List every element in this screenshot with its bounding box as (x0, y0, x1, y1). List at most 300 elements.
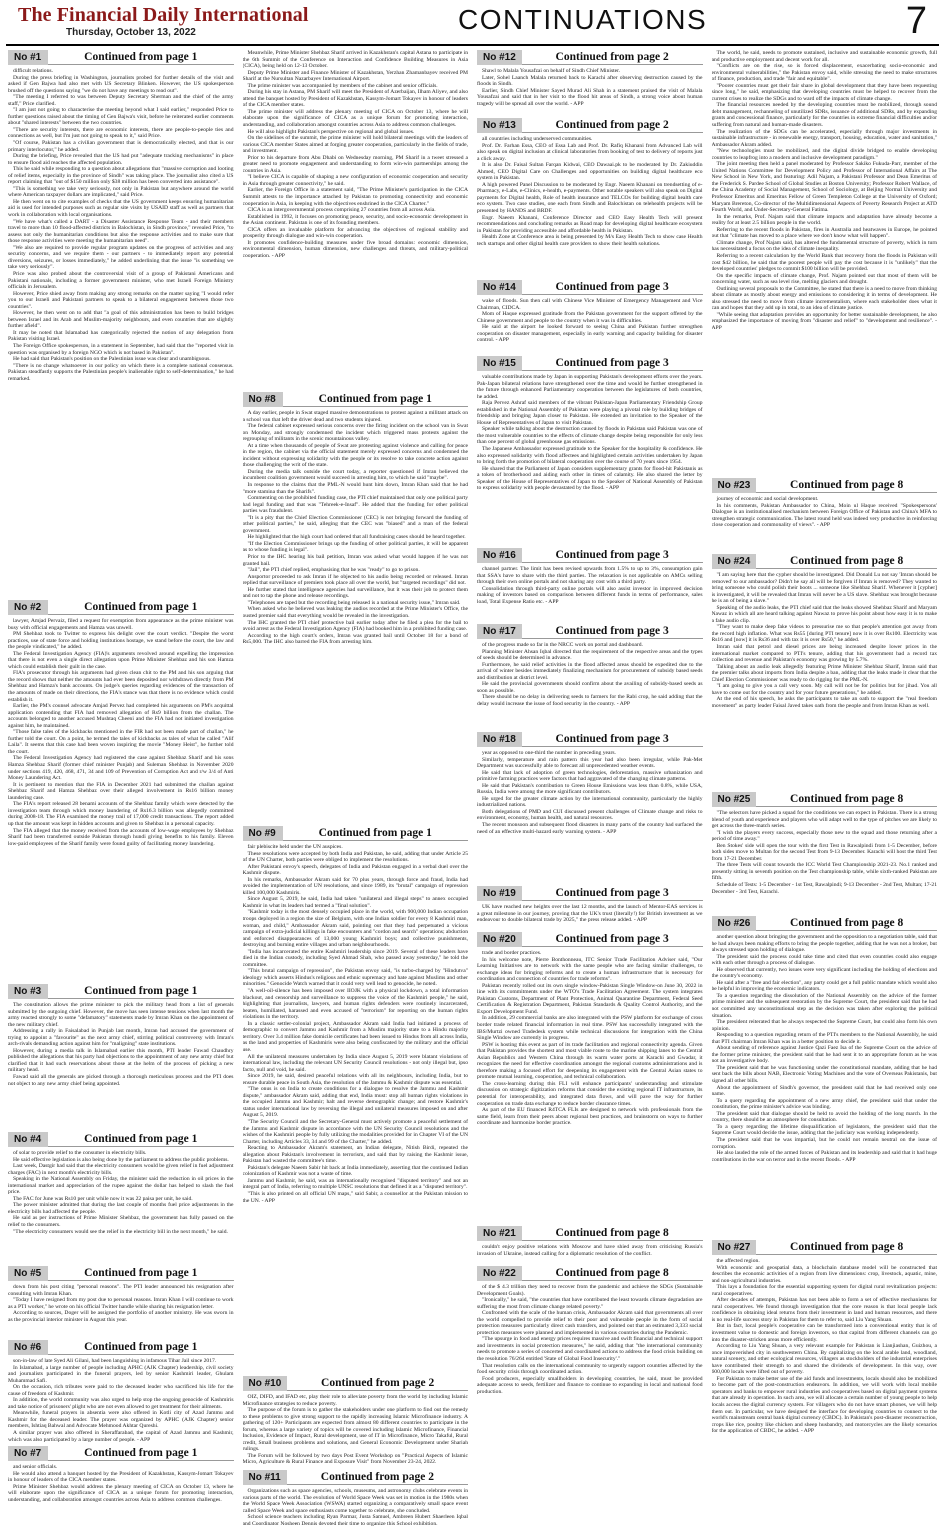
continuation-story (8, 984, 234, 1128)
story-paragraph: The purpose of the forum is to gather the stakeholders under one platform to find out the remedy to these problems to give strong support to the rapidly increasing Islamic Microfinance industry. A gathering of 120+ Participants are expected from almost 80 different countries to participate in the forum, whereas a large variety of topics will be covered including Islamic Microfinance, Financial Inclusion, Evidence of Impact, Rural development, use of IT in Microfinance, Micro Takaful, Rural credit, Small business problems and solutions, and General Economic Development under Shariah rulings. (242, 1407, 468, 1453)
section-title: CONTINUATIONS (458, 4, 708, 35)
story-paragraph: The joint meeting then held a panel moderated by Professor Sakiko Fukuda-Parr, member of the United Nations Committee for Development Policy and Professor of International Affairs at The New School in New York, and featuring: Adil Najam, a Pakistani Professor and Dean Emeritus of the Frederick S. Pardee School of Global Studies at Boston University; Professor Robert Wallace, of the China Academy of Social Management, School of Sociology, at Beijing Normal University and Professor Emeritus and Emeritus Fellow of Green Templeton College at the University of Oxford; Maryam Brereton, Co-director of the Multidimensional Aspects of Poverty Research Project at ATD Fourth World, and Under-Secretary-General Fatima. (711, 161, 937, 214)
continued-from-label: Continued from page 2 (522, 118, 703, 133)
story-paragraph: The prime minister will address the plenary meeting of CICA on October 13, where he will elaborate upon the significance of CICA as a unique forum for promoting interaction, understanding, and collaboration amongst countries across Asia to address common challenges. (242, 108, 468, 129)
story-paragraph: It is pertinent to mention that the FIA in December 2021 had submitted the challan against Shehbaz Sharif and Hamza Shehbaz over their alleged involvement in Rs16 billion money laundering case. (8, 781, 234, 801)
story-paragraph: However, Price shied away from making any strong remarks on the matter saying "I would refer you to our Israeli and Pakistani partners to speak to a bilateral engagement between those two countries". (8, 290, 234, 310)
story-body (477, 566, 703, 620)
continued-from-label: Continued from page 2 (287, 1470, 468, 1485)
story-header (477, 932, 703, 947)
story-paragraph: The Japanese Ambassador expressed gratitude to the Speaker for the hospitality & confidence. He also expressed solidarity with flood affectees and highlighted certain activities undertaken by Japan to bring forth the promotion of bilateral cooperation over the course of 70 years since 1954. (477, 446, 703, 466)
story-paragraph: Imran said that petrol and diesel prices are being increased despite lower prices in the international market compared to PTI's tenure, adding that his government had a record tax collection and revenue and Pakistan's economy was growing by 5.7%. (711, 644, 937, 664)
continuation-story (8, 1340, 234, 1442)
story-paragraph: down from his post citing "personal reasons". The PTI leader announced his resignation after consulting with Imran Khan. (8, 1284, 234, 1297)
continued-from-label: Continued from page 3 (522, 732, 703, 747)
story-number: No #26 (712, 916, 757, 931)
story-paragraph: He would also attend a banquet hosted by the President of Kazakhstan, Kassym-Jomart Tokayev in honour of leaders of the CICA member states. (8, 1470, 234, 1484)
story-paragraph: Referring to a recent calculation by the World Bank that recovery from the floods in Pakistan will cost $42 billion, he said that the poorest people will pay the cost because it is "unlikely" that the developed countries' pledges to commit $100 billion will be provided. (711, 252, 937, 273)
story-paragraph: The financial resources needed by the developing countries must be mobilized, through sound debt management, rechanneling of unutilized SDRs, issuance of additional SDRs, and by expanding grants and concessional finance, particularly for the countries in extreme financial difficulties and/or suffering from natural and human-made disasters. (711, 102, 937, 129)
continuation-columns (8, 50, 937, 1528)
story-header (8, 600, 234, 615)
story-body (243, 50, 469, 388)
story-paragraph: "The selectors have picked a squad for the conditions we can expect in Pakistan. There is a strong blend of youth and experience and players who will adapt well to the type of pitches we are likely to get across the three-match series. (711, 810, 937, 830)
story-paragraph: The federal cabinet expressed serious concerns over the firing incident on the school van in Swat on Monday, and strongly condemned the incident which triggered mass protests against the regrouping of militants in the scenic mountainous valley. (242, 423, 468, 443)
continuation-story (477, 624, 703, 728)
continued-from-label: Continued from page 3 (522, 548, 703, 563)
story-paragraph: The Foreign Office spokesperson, in a statement in September, had said that the "reported visit in question was organised by a foreign NGO which is not based in Pakistan". (8, 342, 234, 356)
story-paragraph: "It is a pity that the Chief Election Commissioner (CEC) is not bringing forward the funding of other political parties," he said, alleging that the CEC was "biased" and a man of the federal government. (242, 514, 468, 534)
story-paragraph: Consolidation through third-party online portals will also assist investor in improved decision making of investors based on comparison between different funds in terms of performance, sales load, Total Expense Ratio etc. - APP (477, 585, 703, 605)
story-body (712, 810, 938, 912)
story-paragraph: During his stay in Astana, PM Sharif will meet the President of Azerbaijan, Ilham Aliyev, and also attend the banquet hosted by President of Kazakhstan, Kassym-Jomart Tokayev in honour of leaders of the CICA member states. (242, 89, 468, 109)
continuation-story (477, 50, 703, 114)
story-paragraph: He will also highlight Pakistan's perspective on regional and global issues. (247, 128, 415, 135)
continued-from-label: Continued from page 8 (756, 478, 937, 493)
story-number: No #13 (477, 118, 522, 133)
story-paragraph: "I am just not going to characterise the meeting beyond what I said earlier," responded Price to further questions raised about the timing of Gen Bajwa's visit, before he reiterated earlier comments about "shared interests" between the two countries. (8, 107, 234, 127)
story-paragraph: As part of the EU financed R4TCA FLIs are designed to network with professionals from the same field, learn from their peers about regional best practices, and brainstorm on ways to further coordinate and harmonize border practice. (477, 1107, 703, 1127)
story-paragraph: This he said while responding to a question about allegations that "massive corruption and looting of relief items, especially in the province of Sindh" was taking place. The journalist also cited a US report claiming that "out of $150 million only $38 million has been converted into assistance". (8, 166, 234, 186)
story-paragraph: In the remarks, Prof. Najam said that climate impacts and adaptation have already become a reality for at least 2.5 billion people in the world. (711, 213, 937, 227)
story-paragraph: Food producers, especially smallholders in developing countries, he said, must be provided adequate access to seeds, fertilizer and finance to continue to expanding in local and national food production. (477, 1375, 703, 1395)
story-paragraph: Organizations such as space agencies, schools, museums, and astronomy clubs celebrate events in various parts of the world. The evolution of World Space Week was set in motion in the 1980s when the World Space Week Association (WSWA) started organizing a comparatively small space event called Space Week and space enthusiasts come together to celebrate, she concluded. (242, 1488, 468, 1514)
story-paragraph: During the media talk outside the court today, a reporter questioned if Imran believed the incumbent coalition government would succeed in arresting him, to which he said "maybe". (242, 468, 468, 482)
continued-from-label: Continued from page 3 (522, 624, 703, 639)
story-paragraph: In Islamabad, a large number of people including APHC (AJK Chapter) leadership, civil society and journalists participated in the funeral prayers, led by senior Kashmiri leader, Ghulam Muhammad Safi. (8, 1364, 234, 1384)
story-paragraph: Deputy Prime Minister and Finance Minister of Kazakhstan, Yerzhan Zhamanbayev received PM Sharif at the Nursultan Nazarbayev International Airport. (242, 69, 468, 83)
page-number: 7 (905, 0, 927, 42)
story-paragraph: The president said the process could take time and cited that even countries could also engage with each other through a process of dialogue. (711, 953, 937, 967)
story-paragraph: Addressing a rally in Faisalabad in Punjab last month, Imran had accused the government of trying to appoint a "favourite" as the next army chief, stirring political controversy with Imran's arch-rivals demanding action against him for "maligning" state institutions. (8, 1028, 234, 1048)
story-paragraph: "Today I have resigned from my post due to personal reasons. Imran Khan I will continue to work as a PTI worker," he wrote on his official Twitter handle while sharing his resignation letter. (8, 1297, 234, 1310)
continued-from-label: Continued from page 8 (756, 916, 937, 931)
story-number: No #9 (243, 826, 283, 841)
story-paragraph: The constitution allows the prime minister to pick the military head from a list of generals submitted by the outgoing chief. However, the move has seen intense tensions when last month the army reacted strongly to some "defamatory" statements made by Imran Khan on the appointment of the new military chief. (8, 1002, 234, 1028)
story-paragraph: In his comments, Pakistan Ambassador to China, Moin ul Haque received "Spokespersons' Dialogue is an institutionalised mechanism between Foreign Office of Pakistan and China's MFA to strengthen strategic communication. The latest round held was indeed very productive in reinforcing close cooperation and commonality of views". - APP (711, 502, 937, 529)
story-number: No #17 (477, 624, 522, 639)
story-paragraph: For Pakistan to make better use of the aid funds and investments, locals should also be mobilized to become part of the post-construction endeavors. In addition, we will work with local mobile operators and banks to empower rural industries and cooperatives based on digital payment systems that are already in operation. In such area, we will allocate a certain number of young people to help locals access the digital currency system. For villagers who do not have smart phones, we will help them out. In particular, we have designed the interface for developing countries to connect to the world's mainstream central bank digital currency (CBDC). In Pakistan's post-disaster reconstruction, crops like rice, poultry like chicken and sheep husbandry, and motorcycles are the likely scenarios for the application of CBDC, he added. - APP (711, 1375, 937, 1435)
continued-from-label: Continued from page 8 (522, 1226, 703, 1241)
story-number: No #12 (477, 50, 522, 65)
story-header (8, 984, 234, 999)
story-header (477, 886, 703, 901)
story-body (477, 904, 703, 928)
continued-from-label: Continued from page 2 (522, 50, 703, 65)
story-paragraph: Mom of Haque expressed gratitude from the Pakistan government for the support offered by the Chinese government and people to the country when it was in difficulties. (477, 311, 703, 324)
story-paragraph: "They want to make deep fake videos to pressurise me so that people's attention got away from the record high inflation. What was Rs55 [during PTI tenure] now it is over Rs100. Electricity was Rs16 and [now] it is Rs36 and with tax it is over Rs50," he added. (711, 624, 937, 644)
continuation-story (712, 792, 938, 912)
continued-from-label: Continued from page 1 (48, 1132, 234, 1147)
story-paragraph: School science teachers including Ryan Parmar, Justa Samuel, Ambreen Hubert Shaerleen Iqbal and Coordinator Nosheen Dennis devoted their time to organize this School exhibition. (242, 1514, 468, 1527)
story-paragraph: "The onus is on India to create conditions for a dialogue to resolve the Jammu and Kashmir dispute," ambassador Akram said, adding that end, India must: stop all human rights violations in the occupied Jammu and Kashmir; halt and reverse demographic change; and restore Kashmir's status under international law by reversing the illegal and unilateral measures imposed on and after August 5, 2019. (242, 1086, 468, 1119)
story-paragraph: PM Shehbaz took to Twitter to express his delight over the court verdict. "Despite the worst practices, use of state force and holding institutions hostage, we stand before the court, the law and the people vindicated," he added. (8, 631, 234, 651)
story-header (712, 916, 938, 931)
story-paragraph: The president said that he was impartial, but he could not remain neutral on the issue of corruption. (711, 1136, 937, 1150)
continuation-story (243, 50, 469, 388)
story-paragraph: At a time when thousands of people of Swat are protesting against violence and calling for peace in the region, the cabinet via the official statement merely expressed concerns and condemned the incident without expressing solidarity with the people or its resolve to take concrete action against those challenging the writ of the state. (242, 442, 468, 469)
story-paragraph: Commenting on the prohibited funding case, the PTI chief maintained that only one political party had legal funding and that was "Tehreek-e-Insaf". He added that the funding for other political parties was fraudulent. (242, 495, 468, 515)
story-paragraph: The prime minister was accompanied by members of the cabinet and senior officials. (247, 82, 438, 89)
story-paragraph: Price was also probed about the controversial visit of a group of Pakistani Americans and Pakistani nationals, including a former government minister, who met Israeli Foreign Ministry officials in Jerusalem. (8, 270, 234, 291)
story-paragraph: The recent monsoon and subsequent flood disasters in many parts of the country had surfaced the need of an effective multi-hazard early warning system. - APP (477, 822, 703, 835)
story-body (8, 618, 234, 980)
story-paragraph: About sending of reference against Justice Qazi Faez Isa of the Supreme Court on the advice of the former prime minister, the president said that he had sent it to an appropriate forum as he was not an investigative body. (711, 1045, 937, 1065)
story-paragraph: A day earlier, people in Swat staged massive demonstrations to protest against a militant attack on a school van that left the driver dead and two students injured. (242, 410, 468, 423)
story-header (243, 392, 469, 407)
continued-from-label: Continued from page 1 (48, 600, 234, 615)
story-number: No #19 (477, 886, 522, 901)
story-paragraph: lawyer, Amjad Pervaiz, filed a request for exemption from appearance as the prime minister was busy with official engagements and Hamza was unwell. (8, 618, 234, 631)
story-paragraph: "If the Election Commissioner brings up the funding of other political parties, it will be apparent as to whose funding is legal". (242, 540, 468, 554)
continued-from-label: Continued from page 3 (522, 280, 703, 295)
story-paragraph: Responding to a question regarding return of the PTI's members to the National Assembly, he said that PTI chairman Imran Khan was in a better position to decide it. (711, 1032, 937, 1045)
story-paragraph: Reacting to Ambassador Akram's statement, an Indian delegate, Nitish Birdi, repeated the allegation about Pakistan's involvement in terrorism, and said that by raising the Kashmir issue, Pakistan had wasted the committee's time. (242, 1145, 468, 1165)
story-paragraph: However, he then went on to add that "a goal of this administration has been to build bridges between Israel and its Arab and Muslim-majority neighbours, and even countries that are slightly further afield". (8, 310, 234, 330)
story-header (477, 732, 703, 747)
story-body (8, 1358, 234, 1442)
story-header (712, 792, 938, 807)
continuation-story (712, 478, 938, 550)
story-paragraph: Prior to his departure from Abu Dhabi on Wednesday morning, PM Sharif in a tweet stressed a greater need to promote engagement and understanding to form win-win partnerships among the countries in Asia. (242, 154, 468, 174)
story-paragraph: He said the provincial governments should confirm about the availing of subsidy-based seeds as soon as possible. (477, 681, 703, 694)
story-paragraph: He also lauded the role of the armed forces of Pakistan and its leadership and said that it had huge contributions in the war on terror and in the recent floods. - APP (711, 1150, 937, 1163)
continuation-story (477, 118, 703, 276)
story-body (243, 1394, 469, 1466)
story-paragraph: That resolution calls on the international community to urgently support countries affected by the food security crisis through coordinated action. (477, 1362, 703, 1376)
story-paragraph: Furthermore, he said relief activities in the flood affected areas should be expedited due to the arrival of winter besides immediately finalizing mechanism for procurement of subsidy based seeds and distribution at district level. (477, 661, 703, 681)
story-paragraph: After decades of attempts, Pakistan has not been able to form a set of effective mechanisms for rural cooperatives. We found through investigation that the core reason is that local people lack confidence in obtaining ideal returns from their investment in land and human resources, and there is no real-life success story in Pakistan for them to refer to, said Liu Yang Shuan. (711, 1297, 937, 1323)
story-paragraph: Last week, Dastgir had said that the electricity consumers would be given relief in fuel adjustment charges (FAC) in next month's electricity bills. (8, 1163, 234, 1176)
continued-from-label: Continued from page 1 (48, 1340, 234, 1355)
story-paragraph: He shared that the Parliament of Japan considers supplementary grants for flood-hit Pakistanis as a token of brotherhood and aiding each other in times of calamity. He also shared the letter by Speaker of the House of Representatives of Japan to the Speaker of National Assembly of Pakistan to express solidarity with people devastated by the flood. - APP (477, 465, 703, 492)
story-paragraph: This lays a foundation for the essential supporting system for digital rural revitalization projects: rural cooperatives. (711, 1284, 937, 1297)
story-paragraph: Planning Minister Ahsan Iqbal directed that the requirement of the respective areas and the types of seeds should be determined in advance. (477, 648, 703, 662)
column-2 (243, 50, 469, 1528)
story-header (243, 826, 469, 841)
continuation-story (477, 548, 703, 620)
column-1 (8, 50, 234, 1528)
story-paragraph: In addition, the world community was also urged to help stop the ongoing genocide of Kashmiris and take notice of prisoners' plight who are not even allowed to get treatment for their ailments. (8, 1397, 234, 1410)
continuation-story (477, 886, 703, 928)
story-paragraph: year as opposed to one-third the number in preceding years. (482, 750, 616, 756)
continuation-story (8, 600, 234, 980)
story-paragraph: All the unilateral measures undertaken by India since August 5, 2019 were blatant violations of international law, including the relevant UN Security Council resolutions - not only illegal but, ipso facto, null and void, he said. (242, 1053, 468, 1073)
story-paragraph: According to Liu Yang Shuan, a very relevant example for Pakistan is Lianjiashan, Guizhou, a once impoverished city in southwestern China. By capitalizing on the local arable land, woodland, natural scenery, and other ecological resources, villagers as stockholders of the industrial enterprises have contributed their strength to and shared the dividends of development. In this way, over 600,000 locals were lifted out of poverty. (711, 1343, 937, 1376)
story-header (477, 356, 703, 371)
story-body (243, 844, 469, 1372)
story-number: No #21 (477, 1226, 522, 1241)
continued-from-label: Continued from page 1 (283, 392, 469, 407)
story-paragraph: "Kashmir today is the most densely occupied place in the world, with 900,000 Indian occupation troops deployed in a region the size of Belgium, with one Indian soldier for every 8 Kashmiri man, woman, and child," Ambassador Akram said, pointing out that they had perpetuated a vicious campaign of extra-judicial killings in fake encounters and "cordon and search" operations; abduction and enforced disappearances of 13,000 young Kashmiri boys; and collective punishments, destroying and burning entire villages and urban neighbourhoods. (242, 909, 468, 949)
story-paragraph: journey of economic and social development. (716, 496, 819, 502)
story-number: No #22 (477, 1266, 522, 1281)
story-body (712, 1258, 938, 1492)
story-paragraph: of the $ 4.3 trillion they need to recover from the pandemic and achieve the SDGs (Sustainable Development Goals). (477, 1284, 703, 1297)
story-number: No #3 (8, 984, 48, 999)
story-body (8, 1002, 234, 1128)
story-header (477, 624, 703, 639)
paper-name: The Financial Daily International (18, 4, 309, 26)
story-header (477, 118, 703, 133)
continuation-story (712, 916, 938, 1236)
story-paragraph: Shawl to Malala Yousafzai on behalf of Sindh Chief Minister. (482, 68, 621, 74)
story-paragraph: "There are security interests, there are economic interests, there are people-to-people ties and connections as well, but I'm just not going to speak to it," said Price. (8, 126, 234, 140)
story-body (477, 750, 703, 882)
story-paragraph: It is also Dr. Faisal Sultan Farqan Kidwai, CEO Dawaai.pk to be moderated by Dr. Zakiuddin Ahmed, CEO Digital Care on Challenges and opportunities on building digital healthcare eco system in Pakistan. (477, 162, 703, 182)
story-body (477, 374, 703, 544)
continuation-story (477, 356, 703, 544)
continuation-story (243, 392, 469, 822)
story-number: No #6 (8, 1340, 48, 1355)
story-number: No #14 (477, 280, 522, 295)
story-paragraph: Raja Pervez Ashraf said members of the vibrant Pakistan-Japan Parliamentary Friendship Group established in the National Assembly of Pakistan were playing a pivotal role by building bridges of friendship and bringing Japan closer to Pakistan. He extended an invitation to the Speaker of the House of Representatives of Japan to visit Pakistan. (477, 400, 703, 426)
story-paragraph: "We have what's called a DART - a Disaster Assistance Response Team - and their members travel to more than 10 flood-affected districts in Balochistan, in Sindh province," revealed Price, "to assess not only the humanitarian conditions but also the response activities and to make sure that those response activities were meeting the humanitarian need". (8, 218, 234, 245)
story-paragraph: Similarly, temperature and rain pattern this year had also been irregular, while Pak-Met Department was successfully able to forecast all unprecedented weather events. (477, 756, 703, 770)
continued-from-label: Continued from page 2 (287, 1376, 468, 1391)
story-paragraph: A high powered Panel Discussion to be moderated by Engr. Naeem Khanani on trendsetting of e-Pharmacy, e-Labs, e-Clinics, e-health, e-payments. Other notable speakers will also speak on Digital payments for Digital health, Role of health insurance and TELCOs for building digital health care eco system. Two case studies, one each from Sindh and Balochistan on telehealth projects will be presented by HANDS and BRDF. (477, 181, 703, 215)
story-paragraph: the affected region. (716, 1258, 760, 1264)
story-header (243, 1376, 469, 1391)
story-number: No #23 (712, 478, 757, 493)
story-paragraph: It promotes confidence-building measures under five broad domains: economic dimension, environmental dimension, human dimension, new challenges and threats, and military-political cooperation. - APP (242, 239, 468, 259)
continuation-story (477, 732, 703, 882)
story-paragraph: The FIA alleged that the money received from the accounts of low-wage employees by Shehbaz Sharif had been transferred outside Pakistan through hundi giving benefits to his family. Eleven low-paid employees of the Sharif family were found guilty of facilitating money laundering. (8, 827, 234, 847)
story-paragraph: "A well-oil-silence has been imposed over IIOJK with a physical lockdown, a total information blackout, and censorship and surveillance to suppress the voice of the Kashmiri people," he said, highlighting that journalists, lawyers, and human rights defenders were routinely incarcerated, beaten, humiliated, harassed and even accused of "terrorism" for reporting on the human rights violations in the territory. (242, 988, 468, 1021)
story-paragraph: another question about bringing the government and the opposition to a negotiation table, said that he had always been making efforts to bring the people together, adding that he was not a broker, but always stressed upon holding of dialogue. (711, 934, 937, 954)
story-paragraph: Earlier, Sindh Chief Minister Sayed Murad Ali Shah in a statement praised the visit of Malala Yousafzai and said that in her visit to the flood hit areas of Sindh, a strong voice about human tragedy will be spread all over the world. - APP (477, 87, 703, 107)
story-paragraph: all countries including underserved communities. (482, 136, 593, 142)
story-paragraph: He said at the airport he looked forward to seeing China and Pakistan further strengthen cooperation on disaster management, especially in early warning and capacity building for disaster control. - APP (477, 324, 703, 344)
story-header (477, 1266, 703, 1281)
story-paragraph: He said that Pakistan's contribution to Green House Emissions was less than 0.8%, while USA, Russia, India were among the more significant contributors. (477, 782, 703, 796)
continued-from-label: Continued from page 1 (48, 50, 234, 65)
story-body (8, 1284, 234, 1336)
continued-from-label: Continued from page 3 (522, 886, 703, 901)
story-paragraph: "The meeting I referred to was between Deputy Secretary Sherman and the chief of the army staff," Price clarified. (8, 94, 234, 107)
masthead (6, 0, 939, 46)
story-paragraph: In his welcome note, Pierre Bonthonneau, ITC Senior Trade Facilitation Adviser said, "Our Learning Initiatives are to network with the same people who are facing similar challenges, to exchange ideas for bringing reforms and to create a human infrastructure that is necessary for coordination and connection of countries for trade reforms". (477, 956, 703, 983)
story-paragraph: Both delegations of PMD and CUI discussed present challenges of Climate change and risks to environment, economy, human health, and natural resources. (477, 808, 703, 822)
story-number: No #20 (477, 932, 522, 947)
story-paragraph: The cross-learning during this FLI will enhance participants' understanding and stimulate discussion on strategic digitization reforms that consider the existing regional IT infrastructure, its potential for interoperability, and integrated data flows, and will pave the way for further cooperation on trade data exchange to reduce border clearance times. (477, 1080, 703, 1107)
continuation-story (712, 554, 938, 788)
story-paragraph: CICA offers an invaluable platform for advancing the objectives of regional stability and prosperity through dialogue and win-win cooperation. (242, 226, 468, 240)
story-header (243, 1470, 469, 1485)
story-header (477, 280, 703, 295)
story-paragraph: Ben Stokes' side will open the tour with the first Test in Rawalpindi from 1-5 December, before both sides move to Multan for the second Test from 9-13 December. Karachi will host the third Test from 17-21 December. (711, 842, 937, 862)
story-body (8, 1150, 234, 1262)
story-paragraph: Schedule of Tests: 1-5 December - 1st Test, Rawalpindi; 9-13 December - 2nd Test, Multan; 17-21 December - 3rd Test, Karachi. (711, 882, 937, 895)
story-header (8, 1132, 234, 1147)
story-number: No #4 (8, 1132, 48, 1147)
story-paragraph: When asked who he believed was leaking the audios recorded at the Prime Minister's Office, the ousted premier said that everything would be revealed in the investigation. (242, 606, 468, 619)
story-header (477, 548, 703, 563)
story-paragraph: He said after a "free and fair election", any party could get a full public mandate which would also be helpful in improving the economic indicators. (711, 979, 937, 993)
story-body (712, 934, 938, 1236)
issue-date: Thursday, October 13, 2022 (66, 27, 196, 38)
story-number: No #5 (8, 1266, 48, 1281)
story-body (477, 68, 703, 114)
story-paragraph: "New technologies must be mobilized, and the digital divide bridged to enable developing countries to leapfrog into a modern and inclusive development paradigm." (711, 148, 937, 161)
story-paragraph: Talking about an audio leak allegedly featuring Prime Minister Shehbaz Sharif, Imran said that the premier talks about imports from India despite a ban, adding that the leaks made it clear that the Chief Election Commissioner was ready to do rigging for the PML-N. (711, 663, 937, 683)
continued-from-label: Continued from page 3 (522, 932, 703, 947)
story-paragraph: During the press briefing in Washington, journalists probed for further details of the visit and asked if Gen Bajwa had also met with US Secretary Blinken. However, the US spokesperson brushed off the questions saying "we do not have any meetings to read out". (8, 74, 234, 94)
story-paragraph: Fawad said all the generals are picked through a thorough meticulous process and the PTI does not object to any new army chief being appointed. (8, 1074, 234, 1087)
story-body (712, 50, 938, 474)
story-paragraph: According to sources, Doger will be assigned the portfolio of another ministry. He was sworn in as the provincial interior minister in August this year. (8, 1310, 234, 1323)
story-paragraph: Ansportor proceeded to ask Imran if he objected to his audio being recorded or released. Imran replied that surveillance of premiers took place all over the world, but "targeted recordings" did not. (242, 573, 468, 587)
story-paragraph: Referring to the recent floods in Pakistan, fires in Australia and heatwaves in Europe, he pointed out that "climate has moved to a place where we don't know what will happen". (711, 226, 937, 240)
story-body (477, 136, 703, 276)
story-paragraph: Outlining several proposals to the Committee, he stated that there is a need to move from thinking about climate as mostly about energy and emissions to considering it in terms of development. He also stressed the need to move from climate incrementalism, where each stakeholder does what it can and hopes that they add up in total, to an idea of climate justice. (711, 285, 937, 312)
continuation-story (477, 932, 703, 1222)
story-body (712, 496, 938, 550)
story-body (477, 1244, 703, 1262)
story-paragraph: Since 2019, he said, desired peaceful relations with all its neighbours, including India, but to ensure durable peace in South Asia, the resolution of the Jammu & Kashmir dispute was essential. (242, 1073, 468, 1086)
story-paragraph: couldn't enjoy positive relations with Moscow and have shied away from criticising Russia's invasion of Ukraine, instead calling for a diplomatic resolution of the conflict. (477, 1244, 703, 1257)
story-paragraph: "The electricity consumers would see the relief in the electricity bill in the next month," he said. (13, 1228, 228, 1235)
story-paragraph: He had said that Pakistan's position on the Palestinian issue was clear and unambiguous. (13, 356, 211, 363)
story-paragraph: However, during a media talk in Islamabad earlier this month, PTI leader Fawad Chaudhry published the allegations that his party had objections to the appointment of any new army chief but clarified that it had such reservations about those at the helm of the process of picking a new military head. (8, 1047, 234, 1074)
story-paragraph: "The upsurge in food and energy prices requires massive and swift financial and technical support and investments in social protection measures," he said, adding that "the international community needs to promote a series of concerted and coordinated actions to address the food crisis building on the resolution 76/264 entitled 'State of Global Food Insecurity'." (477, 1336, 703, 1363)
story-paragraph: of the progress made so far in the NRCC work on portal and dashboard. (482, 642, 643, 648)
story-paragraph: He observed that currently, two issues were very significant including the holding of elections and the country's economy. (711, 966, 937, 980)
story-number: No #11 (243, 1470, 287, 1485)
story-number: No #25 (712, 792, 757, 807)
story-paragraph: valuable contributions made by Japan in supporting Pakistan's development efforts over the years. Pak-Japan bilateral relations have strengthened over the time and would be further strengthened in the future through enhanced Parliamentary cooperation between the legislatures of both countries, he added. (477, 374, 703, 400)
story-number: No #15 (477, 356, 522, 371)
story-paragraph: On the occasion, rich tributes were paid to the deceased leader who sacrificed his life for the cause of freedom of Kashmir. (8, 1384, 234, 1397)
story-paragraph: He then went on to cite examples of checks that the US government keeps ensuring humanitarian aid is used for intended purposes such as regular site visits by USAID staff as well as partners that work in collaboration with local organisations. (8, 198, 234, 219)
story-paragraph: But in fact, local people's cooperative can be transformed into a conventional entity that is of investment value to domestic and foreign investors, so that capital from different channels can go into the disaster-stricken areas more efficiently. (711, 1323, 937, 1343)
story-paragraph: "The Security Council and the Secretary-General must actively promote a peaceful settlement of the Jammu and Kashmir dispute in accordance with the UN Security Council resolutions and the wishes of the Kashmiri people by fully utilizing the modalities provided for in Chapter VI of the UN Charter, including Articles 33, 34 and 99 of the Charter," he added. (242, 1118, 468, 1145)
story-paragraph: "I am saying here that the cypher should be investigated. Did Donald Lu not say 'Imran should be removed' to our ambassador? Didn't he say all will be forgiven if Imran is removed? They wanted to bring someone who could polish their boots ... someone like Shehbaz Sharif. Whenever it [cypher] is investigated, it will be revealed that Imran will never be a US slave. Shehbaz was brought because he is an of being a slave." (711, 572, 937, 605)
story-paragraph: There should be no delay in delivering seeds to farmers for the Rabi crop, he said adding that the delay would increase the issue of food security in the country. - APP (477, 694, 703, 707)
story-paragraph: In a classic settler-colonial project, Ambassador Akram said India had initiated a process of demographic to convert Jammu and Kashmir from a Muslim majority state to a Hindu majority territory. Over 3.4 million fake domicile certificates had been issued to Hindus from all across India, as the land and properties of Kashmiris were also being confiscated by the military and the official use. (242, 1020, 468, 1053)
continuation-story (8, 1132, 234, 1262)
story-paragraph: Health Zone at Conference area is being presented by M/s Easy Health Tech to show case Health tech startups and other digital health care providers to show their health solutions. (477, 234, 703, 247)
story-paragraph: The Federal Investigation Agency had registered the case against Shehbaz Sharif and his sons Hamza Shehbaz Sharif (former chief minister Punjab) and Suleman Shehbaz in November 2020 under sections 419, 420, 468, 471, 34 and 109 of Prevention of Corruption Act and r/w 3/4 of Anti Money Laundering Act. (8, 755, 234, 782)
column-4 (712, 50, 938, 1528)
story-paragraph: Since August 5, 2019, he said, India had taken "unilateral and illegal steps" to annex occupied Kashmir in what its leaders had termed a "final solution". (242, 896, 468, 909)
story-header (8, 1340, 234, 1355)
story-paragraph: fair plebiscite held under the UN auspices. (247, 844, 343, 850)
story-paragraph: With economic and geospatial data, a blockchain database model will be constructed that describes the economic activities of a region from live dimensions: crop, livestock, aquatic, mine, and non-agricultural industries. (711, 1264, 937, 1284)
story-paragraph: UK have reached new heights over the last 12 months, and the launch of Mentor-EAS services is a great milestone in our journey, proving that the UK's trust (literally!) for British investment as we endeavour to double bilateral trade by 2025," the press release added. - APP (477, 904, 703, 924)
story-header (712, 554, 938, 569)
continued-from-label: Continued from page 8 (756, 554, 937, 569)
story-paragraph: Prior to the IHC hearing his bail petition, Imran was asked what would happen if he was not granted bail. (242, 554, 468, 567)
story-paragraph: The FIA's report released 28 benami accounts of the Shehbaz family which were detected by the investigation team through which money laundering of Rs16.3 billion was allegedly committed during 2008-18. The FIA examined the money trail of 17,000 credit transactions. The report added up that the amount was kept in hidden accounts and given to Shehbaz in a personal capacity. (8, 801, 234, 827)
story-number: No #27 (712, 1240, 757, 1255)
story-paragraph: The IHC granted the PTI chief protective bail earlier today after he filed a plea for the bail to avoid arrest as the Federal Investigation Agency (FIA) had booked him in a prohibited funding case. (242, 619, 468, 633)
continuation-story (243, 1470, 469, 1528)
story-paragraph: "Ironically," he said, "the countries that have contributed the least towards climate degradation are suffering the most from climate change related poverty." (477, 1297, 703, 1310)
story-paragraph: He urged for the greater climate action by the international community, particularly the highly industrialized nations. (477, 795, 703, 809)
story-paragraph: channel partner. The limit has been revised upwards from 1.5% to up to 3%, consumption gain that SSA's have to share with the third parties. The relaxation is not applicable on AMCs selling through their own online portals and not sharing any cost with a third party. (477, 566, 703, 586)
story-paragraph: Speaker while talking about the destruction caused by floods in Pakistan said Pakistan was one of the most vulnerable countries to the effects of climate change despite being responsible for only less than one percent of global greenhouse gas emissions. (477, 426, 703, 446)
story-paragraph: "There is no change whatsoever in our policy on which there is a complete national consensus. Pakistan steadfastly supports the Palestinian people's inalienable right to self-determination," he had remarked. (8, 362, 234, 382)
story-body (243, 410, 469, 822)
column-3 (477, 50, 703, 1528)
continuation-story (712, 50, 938, 474)
continued-from-label: Continued from page 1 (283, 826, 469, 841)
story-body (8, 68, 234, 596)
story-paragraph: trade and border practices. (482, 950, 542, 956)
story-body (477, 642, 703, 728)
story-paragraph: and senior officials. (13, 1464, 58, 1470)
continued-from-label: Continued from page 3 (522, 356, 703, 371)
story-paragraph: Confronted with the scale of the human crisis, Ambassador Akram said that governments all over the world compelled to provide relief to their poor and vulnerable people in the form of social protection measures particularly direct cash transfers, and pointed out that an estimated 3,333 social protection measures were planned and implemented in various countries during the Pandemic. (477, 1310, 703, 1336)
story-paragraph: A similar prayer was also offered in Sheraffarabad, the capital of Azad Jammu and Kashmir, which was also participated by a large number of people. - APP (8, 1430, 234, 1442)
story-paragraph: The power minister admitted that during the last couple of months fuel price adjustments in the electricity bills had affected the people. (8, 1202, 234, 1215)
story-paragraph: Earlier, the PM's counsel advocate Amjad Pervez had completed his arguments on PM's acquittal application contending that FIA had removed allegation of Rs9 billion from the challan. The accounts belonged to another accused Mushtaq Cheeni and the FIA had not initiated investigation against him, he maintained. (8, 703, 234, 729)
story-number: No #16 (477, 548, 522, 563)
story-paragraph: "This brutal campaign of repression", the Pakistan envoy said, "is turbo-charged by "Hindutva" ideology which asserts Hindus's religious and ethnic supremacy and hate against Muslims and other minorities." Genocide Watch warned that it could very well lead to genocide, he noted. (242, 968, 468, 988)
story-paragraph: "I believe CICA is capable of shaping a new configuration of economic cooperation and security in Asia through greater connectivity," he said. (242, 174, 468, 187)
story-paragraph: The president said that dialogue should be held to avoid the holding of the long march. In the country, there should be an atmosphere for consultation. (711, 1110, 937, 1124)
story-header (8, 1266, 234, 1281)
story-paragraph: Later, Sohel Laanch Malala returned back to Karachi after observing destruction caused by the floods in Sindh. (477, 74, 703, 88)
story-paragraph: "Jail", the PTI chief replied, emphasising that he was "ready" to go to prison. (247, 567, 420, 574)
story-paragraph: The realization of the SDGs can be accelerated, especially through major investments in sustainable infrastructure - in renewable energy, transport, housing, education, water and sanitation," Ambassador Akram added. (711, 128, 937, 148)
continuation-story (8, 1266, 234, 1336)
story-paragraph: According to the high court's orders, Imran was granted bail until October 18 for a bond of Rs5,000. The IHC also barred the FIA from arresting him. (242, 632, 468, 646)
story-body (477, 950, 703, 1222)
continued-from-label: Continued from page 8 (522, 1266, 703, 1281)
story-paragraph: It may be noted that Islamabad has categorically rejected the notion of any delegation from Pakistan visiting Israel. (8, 329, 234, 343)
continuation-story (243, 826, 469, 1372)
story-paragraph: "Telephones are taped but the recording being released is a national security issue," Imran said. (247, 599, 461, 606)
continuation-story (243, 1376, 469, 1466)
story-paragraph: Speaking of the audio leaks, the PTI chief said that the leaks showed Shehbaz Sharif and Maryam Nawaz in which all are heard talking against Nawaz to prove his point about how easy it is to make a fake audio clip. (711, 604, 937, 624)
continuation-story (8, 50, 234, 596)
story-paragraph: On the sidelines of the summit, the prime minister will hold bilateral meetings with the leaders of various CICA member States aimed at forging greater cooperation, particularly in the fields of trade, and investment. (242, 135, 468, 155)
story-number: No #18 (477, 732, 522, 747)
continued-from-label: Continued from page 1 (48, 1266, 234, 1281)
story-header (8, 1446, 234, 1461)
story-body (243, 1488, 469, 1528)
story-paragraph: Prof. Dr. Farhan Essa, CEO of Essa Lab and Prof. Dr. Rafiq Khanani from Advanced Lab will also speak on digital inclusion at clinical laboratories from booking of test to delivery of reports just a click away. (477, 142, 703, 162)
story-paragraph: CICA is an intergovernmental process comprising 27 countries from all across Asia. (247, 207, 436, 214)
story-paragraph: During the briefing, Price revealed that the US had put "adequate tracking mechanisms" in place to ensure flood aid reaches the affected population. (8, 153, 234, 166)
story-paragraph: Earlier, the Foreign Office in a statement said, "The Prime Minister's participation in the CICA Summit attests to the importance attached by Pakistan to promoting connectivity and economic cooperation in Asia, in keeping with the objectives enshrined in the CICA Charter." (242, 187, 468, 207)
story-number: No #10 (243, 1376, 288, 1391)
story-paragraph: On the specific impacts of climate change, Prof. Najam pointed out that most of them will be concerning water, such as sea level rise, melting glaciers and drought. (711, 272, 937, 286)
story-number: No #8 (243, 392, 283, 407)
story-paragraph: son-in-law of late Syed Ali Gilani, had been languishing in infamous Tihar Jail since 2017. (13, 1358, 217, 1364)
story-body (8, 1464, 234, 1506)
story-number: No #2 (8, 600, 48, 615)
story-header (477, 1226, 703, 1241)
story-paragraph: He highlighted that the high court had ordered that all fundraising cases should be heard together. (247, 534, 466, 541)
story-paragraph: Pakistan's delegate Naeem Sabir hit back at India immediately, asserting that the continued Indian colonization of Kashmir was not a waste of time. (242, 1164, 468, 1178)
story-paragraph: To a query regarding the lifetime disqualification of legislators, the president said that the Supreme Court would decide the issue, adding that the judiciary was working independently. (711, 1123, 937, 1137)
story-paragraph: The president reiterated that he always respected the Supreme Court, but could also form his own opinion. (711, 1019, 937, 1032)
story-paragraph: "Of course, Pakistan has a civilian government that is democratically elected, and that is our primary interlocutor," he added. (8, 140, 234, 153)
story-paragraph: About the appointment of Sindh's governor, the president said that he had received only one name. (711, 1084, 937, 1098)
story-paragraph: After Pakistani envoy's speech, delegates of India and Pakistan engaged in a verbal duel over the Kashmir dispute. (242, 863, 468, 877)
story-paragraph: To a question regarding the dissolution of the National Assembly on the advice of the former prime minister and the subsequent restoration by the Supreme Court, the president said that he had not committed any unconstitutional step as the decision was taken after exploring the political situation. (711, 992, 937, 1019)
story-paragraph: "This is also printed on all official UN maps," said Sabir, a counsellor at the Pakistan mission to the UN. - APP (242, 1190, 468, 1204)
story-paragraph: "While seeing that adaptation provides an opportunity for better sustainable development, he also emphasized the importance of moving from "disaster and relief" to "development and resilience". - APP (711, 311, 937, 331)
story-paragraph: Prime Minister Shehbaz would address the plenary meeting of CICA on October 13, where he will elaborate upon the significance of CICA as a unique forum for promoting interaction, understanding, and collaboration amongst countries across Asia to address common challenges. (8, 1483, 234, 1503)
story-paragraph: The Federal Investigation Agency (FIA)'s arguments revolved around expelling the impression that there is not even a single direct allegation upon Prime Minister Shehbaz and his son Hamza which could establish their guilt in the case. (8, 650, 234, 670)
story-paragraph: PSW is hosting this event as part of its trade facilitation and regional connectivity agenda. Given that Pakistan provides the shortest and most viable route to the marine shipping lanes to the Central Asian Republics and Western China through its warm water ports at Karachi and Gwadar, it recognizes the need for effective coordination amongst the regional customs administrations and is therefore making a focused effort for deepening its engagement with the Central Asian states to promote mutual learning, cooperation, and technical collaboration. (477, 1041, 703, 1081)
story-paragraph: of solar to provide relief to the consumer in electricity bills. (13, 1150, 147, 1156)
story-paragraph: Meanwhile, funeral prayers in absentia were also offered in Kotli city of Azad Jammu and Kashmir for the deceased leader. The prayer was organized by APHC (AJK Chapter) senior members, Ishtiaq Bahwal and Advocate Mehmood Akhtar Qureshi. (8, 1410, 234, 1430)
story-header (8, 50, 234, 65)
